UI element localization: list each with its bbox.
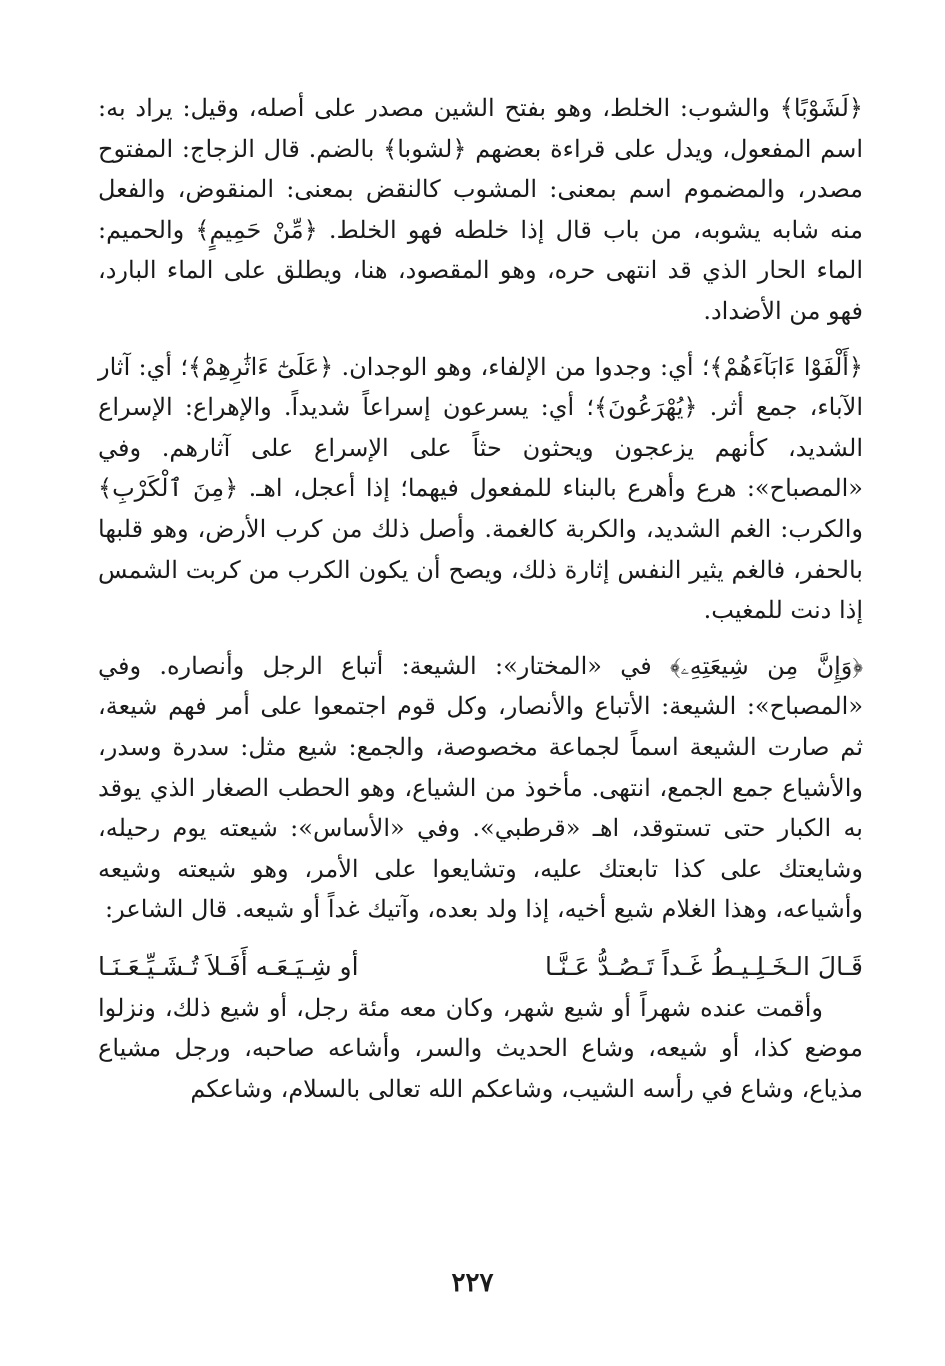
page-body xyxy=(98,88,863,1125)
page-number: ٢٢٧ xyxy=(451,1268,494,1298)
paragraph-alfaw: ﴿أَلْفَوْا ءَابَآءَهُمْ﴾؛ أي: وجدوا من الإلفاء، وهو الوجدان. ﴿عَلَىٰٓ ءَاثَٰرِهِمْ﴾؛ أي: آثار الآباء، جمع أثر. ﴿يُهْرَعُونَ﴾؛ أي: يسرعون إسراعاً شديداً. والإهراع: الإسراع الشديد، كأنهم يزعجون ويحثون حثاً على الإسراع على آثارهم. وفي «المصباح»: هرع وأهرع بالبناء للمفعول فيهما؛ إذا أعجل، اهـ. ﴿مِنَ ٱلْكَرْبِ﴾ والكرب: الغم الشديد، والكربة كالغمة. وأصل ذلك من كرب الأرض، وهو قلبها بالحفر، فالغم يثير النفس إثارة ذلك، ويصح أن يكون الكرب من كربت الشمس إذا دنت للمغيب. xyxy=(98,352,863,625)
poem-verse xyxy=(98,946,863,988)
paragraph-shiah: ﴿وَإِنَّ مِن شِيعَتِهِۦ﴾ في «المختار»: الشيعة: أتباع الرجل وأنصاره. وفي «المصباح»: الشيعة: الأتباع والأنصار، وكل قوم اجتمعوا على أمر فهم شيعة، ثم صارت الشيعة اسماً لجماعة مخصوصة، والجمع: شيع مثل: سدرة وسدر، والأشياع جمع الجمع، انتهى. مأخوذ من الشياع، وهو الحطب الصغار الذي يوقد به الكبار حتى تستوقد، اهـ «قرطبي». وفي «الأساس»: شيعته يوم رحيله، وشايعتك على كذا تابعتك عليه، وتشايعوا على الأمر، وهو شيعته وشيعه وأشياعه، وهذا الغلام شيع أخيه، إذا ولد بعده، وآتيك غداً أو شيعه. قال الشاعر: xyxy=(98,651,864,924)
verse-left-hemistich: أو شِـيَـعَـه أَفَـلاَ تُـشَـيِّـعَـنَـا xyxy=(98,951,359,981)
paragraph-shawb: ﴿لَشَوْبًا﴾ والشوب: الخلط، وهو بفتح الشين مصدر على أصله، وقيل: يراد به: اسم المفعول، ويدل على قراءة بعضهم ﴿لشوبا﴾ بالضم. قال الزجاج: المفتوح مصدر، والمضموم اسم بمعنى: المشوب كالنقض بمعنى: المنقوض، والفعل منه شابه يشوبه، من باب قال إذا خلطه فهو الخلط. ﴿مِّنْ حَمِيمٍ﴾ والحميم: الماء الحار الذي قد انتهى حره، وهو المقصود، هنا، ويطلق على الماء البارد، فهو من الأضداد. xyxy=(98,94,863,325)
verse-right-hemistich: قَـالَ الـخَـلِـيـطُ غَـداً تَـصُـدُّ عَـنَّـا xyxy=(545,951,863,981)
paragraph-after-verse: وأقمت عنده شهراً أو شيع شهر، وكان معه مئة رجل، أو شيع ذلك، ونزلوا موضع كذا، أو شيعه، وشاع الحديث والسر، وأشاعه صاحبه، ورجل مشياع مذياع، وشاع في رأسه الشيب، وشاعكم الله تعالى بالسلام، وشاعكم xyxy=(98,993,863,1104)
